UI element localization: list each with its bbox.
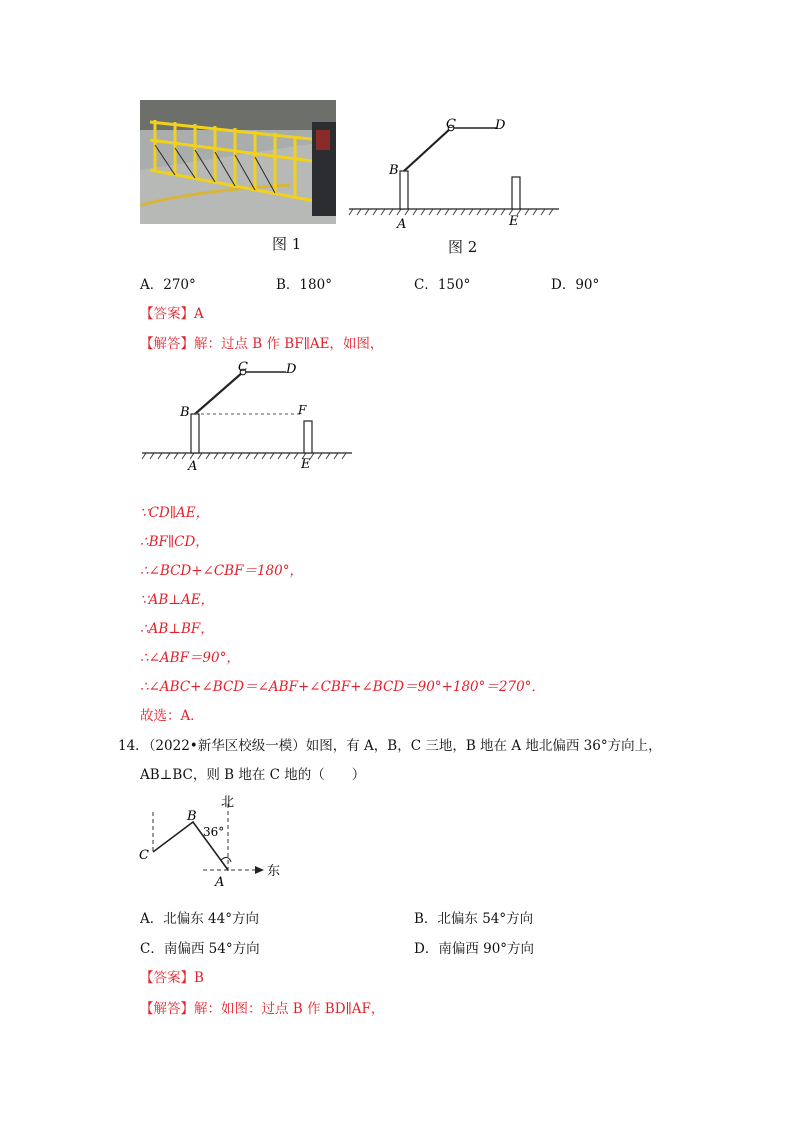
q13-step-3: ∴∠BCD+∠CBF＝180°， [140, 563, 303, 579]
q13-option-a: A．270° [140, 277, 196, 293]
q13-step-6: ∴∠ABF＝90°， [140, 650, 240, 666]
figure1-caption: 图 1 [272, 235, 302, 253]
q14-stem-line2: AB⊥BC，则 B 地在 C 地的（ ） [140, 767, 366, 783]
q14-option-b: B．北偏东 54°方向 [414, 911, 534, 927]
barrier-gate-photo [140, 100, 336, 224]
fig2-label-A: A [397, 217, 407, 232]
q13-step-8: 故选：A． [140, 708, 204, 724]
q14-answer: 【答案】B [140, 970, 204, 986]
q14-option-c: C．南偏西 54°方向 [140, 941, 260, 957]
q13-fig-label-E: E [301, 457, 311, 472]
q14-figure [135, 792, 285, 892]
fig2-label-D: D [495, 118, 506, 133]
q14-option-d: D．南偏西 90°方向 [414, 941, 535, 957]
q14-label-east: 东 [267, 864, 281, 879]
q13-step-7: ∴∠ABC+∠BCD＝∠ABF+∠CBF+∠BCD＝90°+180°＝270°． [140, 679, 545, 695]
q13-fig-label-D: D [286, 362, 297, 377]
q13-option-d: D．90° [551, 277, 600, 293]
figure2-diagram [345, 112, 565, 237]
q14-label-north: 北 [221, 795, 235, 810]
fig2-label-B: B [389, 163, 399, 178]
q13-fig-label-F: F [298, 403, 307, 417]
q13-solution-svg [138, 358, 358, 476]
fig2-label-E: E [509, 214, 519, 229]
q13-fig-label-C: C [238, 360, 248, 375]
q13-solution-figure [138, 358, 358, 476]
q14-stem-line1: 14．（2022•新华区校级一模）如图，有 A，B，C 三地，B 地在 A 地北偏西 36°方向上， [118, 738, 662, 754]
q13-step-2: ∴BF∥CD， [140, 534, 209, 550]
q13-fig-label-A: A [188, 459, 198, 474]
q14-figure-svg [135, 792, 285, 892]
q13-option-c: C．150° [414, 277, 471, 293]
q14-label-B: B [187, 809, 197, 824]
q13-fig-label-B: B [180, 405, 190, 420]
q13-solution-intro: 【解答】解：过点 B 作 BF∥AE，如图， [140, 336, 384, 352]
q14-label-C: C [139, 848, 149, 863]
q14-solution-intro: 【解答】解：如图：过点 B 作 BD∥AF， [140, 1001, 385, 1017]
figure2-caption: 图 2 [448, 238, 478, 256]
q14-label-angle: 36° [203, 825, 225, 839]
q13-step-5: ∴AB⊥BF， [140, 621, 214, 637]
q13-option-b: B．180° [276, 277, 332, 293]
q14-option-a: A．北偏东 44°方向 [140, 911, 259, 927]
q13-answer: 【答案】A [140, 306, 204, 322]
figure1-photo [140, 100, 336, 224]
fig2-label-C: C [446, 117, 456, 132]
q14-label-A: A [215, 875, 225, 890]
q13-step-1: ∵CD∥AE， [140, 505, 210, 521]
figure2-svg [345, 112, 565, 237]
q13-step-4: ∵AB⊥AE， [140, 592, 215, 608]
